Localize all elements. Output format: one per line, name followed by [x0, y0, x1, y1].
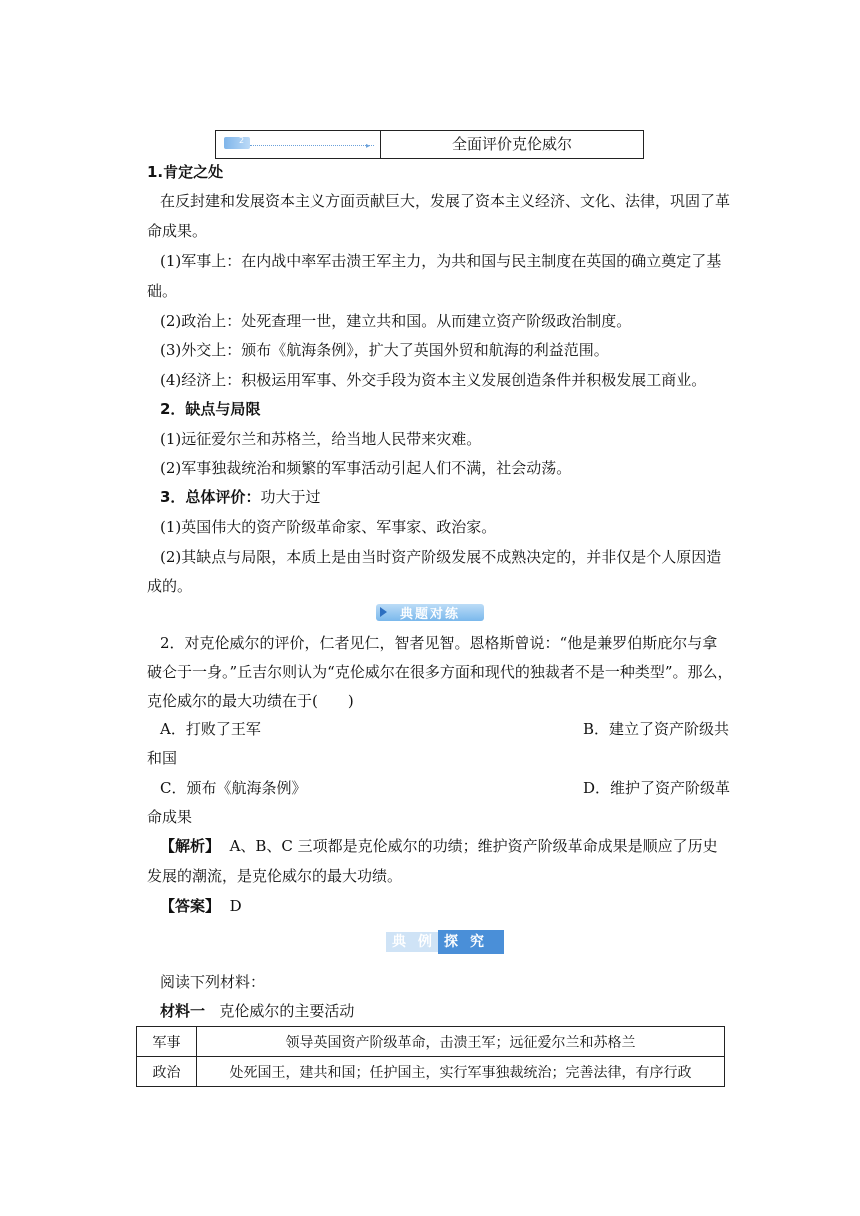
reading-intro: 阅读下列材料： — [160, 973, 266, 991]
point-diplomacy: (3)外交上：颁布《航海条例》，扩大了英国外贸和航海的利益范围。 — [160, 341, 609, 359]
practice-banner: 典题对练 — [376, 604, 484, 621]
option-d-line1: D．维护了资产阶级革 — [583, 779, 731, 797]
subsection-title-2: 2．缺点与局限 — [160, 400, 261, 418]
point-politics: (2)政治上：处死查理一世，建立共和国。从而建立资产阶级政治制度。 — [160, 312, 632, 330]
point-military-line1: (1)军事上：在内战中率军击溃王军主力，为共和国与民主制度在英国的确立奠定了基 — [160, 252, 722, 270]
point-military-line2: 础。 — [147, 282, 178, 300]
overall-evaluation — [160, 482, 744, 512]
material-title: 克伦威尔的主要活动 — [219, 1002, 355, 1020]
shortcoming-1: (1)远征爱尔兰和苏格兰，给当地人民带来灾难。 — [160, 430, 482, 448]
answer-value: D — [229, 897, 242, 915]
arrow-icon: ▸ — [366, 141, 371, 150]
table-key: 政治 — [137, 1057, 197, 1087]
material-heading — [160, 996, 744, 1026]
point-economy: (4)经济上：积极运用军事、外交手段为资本主义发展创造条件并积极发展工商业。 — [160, 371, 707, 389]
paragraph-intro-line1: 在反封建和发展资本主义方面贡献巨大，发展了资本主义经济、文化、法律，巩固了革 — [160, 192, 731, 210]
evaluation-point-2-line2: 成的。 — [147, 577, 193, 595]
question-line2: 破仑于一身。”丘吉尔则认为“克伦威尔在很多方面和现代的独裁者不是一种类型”。那么， — [147, 663, 733, 681]
overall-evaluation-label: 3．总体评价： — [160, 488, 261, 506]
option-b-line2: 和国 — [147, 749, 178, 767]
question-line3: 克伦威尔的最大功绩在于( ) — [147, 692, 354, 710]
option-c: C．颁布《航海条例》 — [160, 779, 307, 797]
answer-line — [160, 891, 744, 921]
table-row — [137, 1027, 725, 1057]
paragraph-intro-line2: 命成果。 — [147, 222, 208, 240]
analysis-label: 【解析】 — [160, 837, 221, 855]
example-banner: 典例探究 — [386, 930, 504, 954]
answer-label: 【答案】 — [160, 897, 221, 915]
table-row — [137, 1057, 725, 1087]
option-b-line1: B．建立了资产阶级共 — [583, 720, 730, 738]
dotted-arrow-line — [250, 145, 374, 146]
subsection-title-1: 1.肯定之处 — [147, 163, 224, 181]
section-header-box — [215, 130, 644, 159]
play-triangle-icon — [380, 607, 387, 617]
section-number-badge: 2 — [224, 137, 250, 149]
analysis-line1: 【解析】 A、B、C 三项都是克伦威尔的功绩；维护资产阶级革命成果是顺应了历史 — [160, 837, 718, 855]
question-line1: 2．对克伦威尔的评价，仁者见仁，智者见智。恩格斯曾说：“他是兼罗伯斯庇尔与拿 — [160, 634, 718, 652]
option-a: A．打败了王军 — [160, 720, 261, 738]
material-label: 材料一 — [160, 1002, 206, 1020]
analysis-line2: 发展的潮流，是克伦威尔的最大功绩。 — [147, 867, 403, 885]
table-value: 处死国王，建共和国；任护国主，实行军事独裁统治；完善法律，有序行政 — [197, 1057, 725, 1087]
shortcoming-2: (2)军事独裁统治和频繁的军事活动引起人们不满，社会动荡。 — [160, 459, 572, 477]
evaluation-point-2-line1: (2)其缺点与局限，本质上是由当时资产阶级发展不成熟决定的，并非仅是个人原因造 — [160, 548, 722, 566]
table-value: 领导英国资产阶级革命，击溃王军；远征爱尔兰和苏格兰 — [197, 1027, 725, 1057]
section-badge-cell — [216, 131, 381, 158]
section-title: 全面评价克伦威尔 — [451, 135, 572, 153]
evaluation-point-1: (1)英国伟大的资产阶级革命家、军事家、政治家。 — [160, 518, 497, 536]
option-d-line2: 命成果 — [147, 808, 193, 826]
overall-evaluation-value: 功大于过 — [260, 488, 321, 506]
material-table — [136, 1026, 725, 1087]
table-key: 军事 — [137, 1027, 197, 1057]
